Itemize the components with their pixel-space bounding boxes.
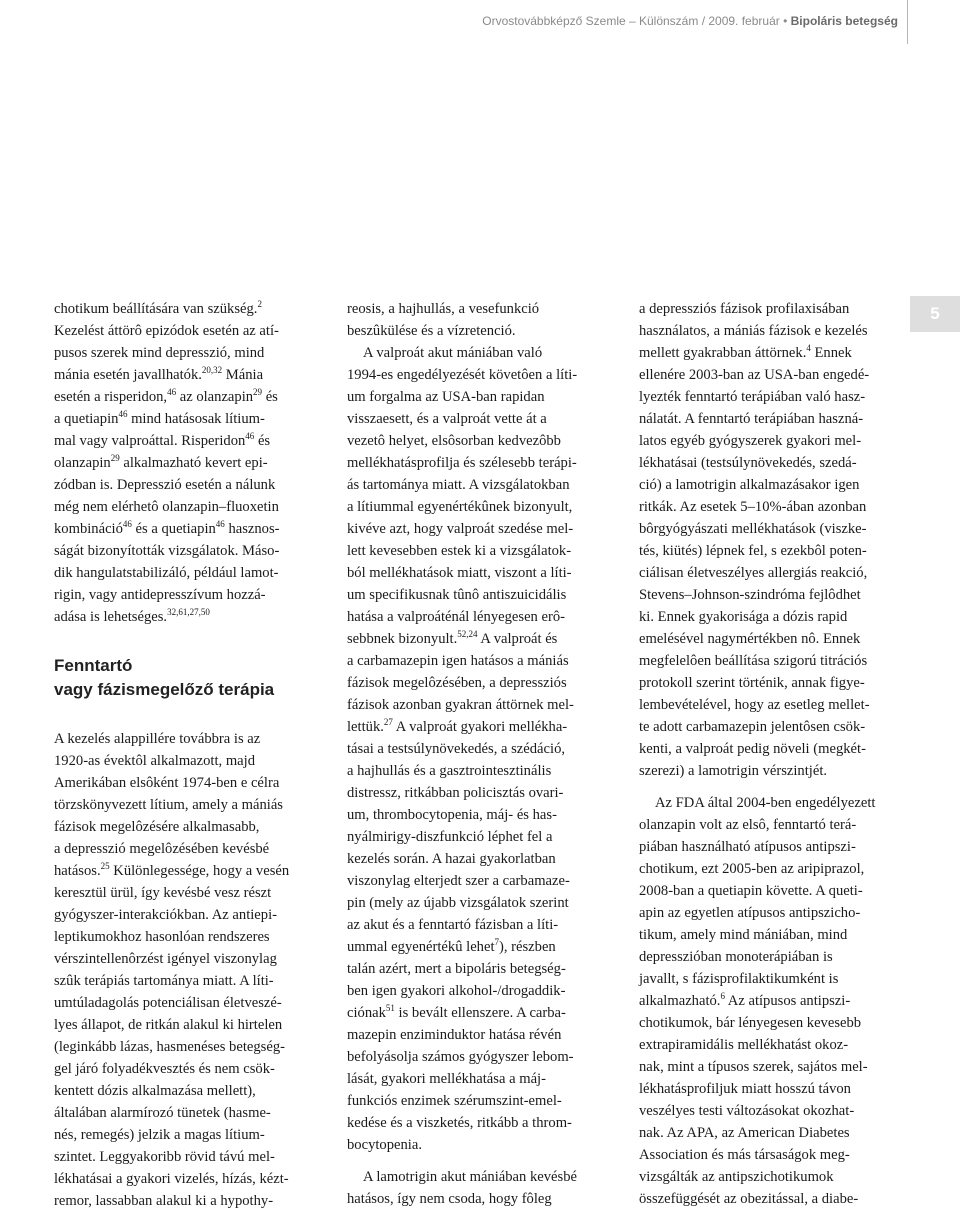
line-text: befolyásolja számos gyógyszer lebom- xyxy=(347,1049,574,1065)
line-text: kedése és a viszketés, ritkább a throm- xyxy=(347,1115,572,1131)
text-line xyxy=(54,882,304,904)
header-separator: • xyxy=(779,14,791,28)
line-text: kombináció xyxy=(54,521,123,537)
column-1 xyxy=(54,298,304,1212)
text-line xyxy=(54,584,304,606)
text-line xyxy=(54,1168,304,1190)
text-line xyxy=(347,540,597,562)
line-text: ás tartománya miatt. A vizsgálatokban xyxy=(347,477,570,493)
line-text: vezetô helyet, elsôsorban kedvezôbb xyxy=(347,433,561,449)
line-text: hasznos- xyxy=(224,521,280,537)
paragraph xyxy=(347,1166,597,1210)
line-text: chotikumok, bár lényegesen kevesebb xyxy=(639,1015,862,1031)
paragraph xyxy=(639,792,889,1210)
text-line xyxy=(639,1100,889,1122)
line-text: hatása a valproáténál lényegesen erô- xyxy=(347,609,565,625)
text-line xyxy=(347,1024,597,1046)
reference-number: 32,61,27,50 xyxy=(167,607,210,617)
text-line xyxy=(347,1166,597,1188)
line-text: kezelés során. A hazai gyakorlatban xyxy=(347,851,556,867)
line-text: gyógyszer-interakciókban. Az antiepi- xyxy=(54,907,277,923)
text-line xyxy=(639,902,889,924)
paragraph xyxy=(639,298,889,782)
line-text: Association és más társaságok meg- xyxy=(639,1147,850,1163)
text-line xyxy=(54,518,304,540)
line-text: esetén a risperidon, xyxy=(54,389,168,405)
line-text: olanzapin xyxy=(54,455,111,471)
text-line xyxy=(347,1112,597,1134)
text-line xyxy=(54,1190,304,1212)
text-line xyxy=(347,1188,597,1210)
text-line xyxy=(639,562,889,584)
text-line xyxy=(347,1046,597,1068)
text-line xyxy=(639,1012,889,1034)
reference-number: 29 xyxy=(110,453,120,463)
line-text: extrapiramidális mellékhatást okoz- xyxy=(639,1037,849,1053)
text-line xyxy=(639,1166,889,1188)
text-line xyxy=(639,1122,889,1144)
line-text: tásai a testsúlynövekedés, a szédáció, xyxy=(347,741,566,757)
text-line xyxy=(639,408,889,430)
line-text: ságát bizonyították vizsgálatok. Máso- xyxy=(54,543,280,559)
text-line xyxy=(639,650,889,672)
text-line xyxy=(639,430,889,452)
line-text: szûk terápiás tartománya miatt. A líti- xyxy=(54,973,274,989)
text-line xyxy=(639,1144,889,1166)
line-text: depresszióban monoterápiában is xyxy=(639,949,833,965)
line-text: lékhatásai a gyakori vizelés, hízás, kézt- xyxy=(54,1171,289,1187)
line-text: chotikum, ezt 2005-ben az aripiprazol, xyxy=(639,861,865,877)
text-line xyxy=(54,926,304,948)
reference-number: 46 xyxy=(122,519,132,529)
text-line xyxy=(639,968,889,990)
text-line xyxy=(54,728,304,750)
reference-number: 29 xyxy=(253,387,263,397)
line-text: funkciós enzimek szérumszint-emel- xyxy=(347,1093,562,1109)
line-text: mellett gyakrabban áttörnek. xyxy=(639,345,807,361)
line-text: hatásos. xyxy=(54,863,101,879)
text-line xyxy=(347,804,597,826)
text-line xyxy=(347,474,597,496)
line-text: hatásos, így nem csoda, hogy fôleg xyxy=(347,1191,552,1207)
text-line xyxy=(54,1014,304,1036)
line-text: viszonylag elterjedt szer a carbamaze- xyxy=(347,873,570,889)
line-text: és a quetiapin xyxy=(131,521,216,537)
line-text: a quetiapin xyxy=(54,411,119,427)
text-line xyxy=(639,606,889,628)
line-text: umtúladagolás potenciálisan életveszé- xyxy=(54,995,282,1011)
page-number: 5 xyxy=(910,296,960,332)
text-line xyxy=(347,870,597,892)
text-line xyxy=(639,628,889,650)
text-line xyxy=(639,298,889,320)
line-text: tés, kiütés) lépnek fel, s ezekbôl poten- xyxy=(639,543,867,559)
heading-line: vagy fázismegelőző terápia xyxy=(54,680,275,699)
text-line xyxy=(54,320,304,342)
text-line xyxy=(639,474,889,496)
line-text: emelésével nagymértékben nô. Ennek xyxy=(639,631,861,647)
text-line xyxy=(54,970,304,992)
text-line xyxy=(639,496,889,518)
text-line xyxy=(54,606,304,628)
text-line xyxy=(639,320,889,342)
line-text: nálatát. A fenntartó terápiában haszná- xyxy=(639,411,864,427)
line-text: mánia esetén javallhatók. xyxy=(54,367,202,383)
line-text: még nem elérhetô olanzapin–fluoxetin xyxy=(54,499,279,515)
line-text: A kezelés alappillére továbbra is az xyxy=(54,731,261,747)
text-line xyxy=(54,1080,304,1102)
line-text: chotikum beállítására van szükség. xyxy=(54,301,258,317)
text-line xyxy=(54,562,304,584)
line-text: Ennek xyxy=(810,345,852,361)
text-line xyxy=(639,858,889,880)
text-line xyxy=(347,826,597,848)
line-text: mazepin enziminduktor hatása révén xyxy=(347,1027,562,1043)
reference-number: 46 xyxy=(118,409,128,419)
line-text: A valproát gyakori mellékha- xyxy=(392,719,568,735)
line-text: lettük. xyxy=(347,719,384,735)
text-line xyxy=(347,760,597,782)
line-text: a hajhullás és a gasztrointesztinális xyxy=(347,763,552,779)
line-text: piában használható atípusos antipszi- xyxy=(639,839,856,855)
text-line xyxy=(54,1146,304,1168)
line-text: lett kevesebben estek ki a vizsgálatok- xyxy=(347,543,572,559)
line-text: Az atípusos antipszi- xyxy=(724,993,851,1009)
line-text: remor, lassabban alakul ki a hypothy- xyxy=(54,1193,274,1209)
text-line xyxy=(54,386,304,408)
text-line xyxy=(347,320,597,342)
text-line xyxy=(639,540,889,562)
text-line xyxy=(347,562,597,584)
text-line xyxy=(639,518,889,540)
line-text: ból mellékhatások miatt, viszont a líti- xyxy=(347,565,572,581)
paragraph xyxy=(54,298,304,628)
text-line xyxy=(54,452,304,474)
line-text: te adott carbamazepin jelentôsen csök- xyxy=(639,719,866,735)
text-line xyxy=(347,386,597,408)
text-line xyxy=(54,904,304,926)
text-line xyxy=(347,1134,597,1156)
text-line xyxy=(54,794,304,816)
text-line xyxy=(639,1056,889,1078)
text-line xyxy=(639,672,889,694)
line-text: vérszintellenôrzést igényel viszonylag xyxy=(54,951,277,967)
text-line xyxy=(347,1090,597,1112)
paragraph xyxy=(347,342,597,1156)
line-text: ellenére 2003-ban az USA-ban engedé- xyxy=(639,367,870,383)
reference-number: 46 xyxy=(245,431,255,441)
line-text: um specifikusnak tûnô antiszuicidális xyxy=(347,587,567,603)
reference-number: 6 xyxy=(720,991,725,1001)
text-line xyxy=(347,298,597,320)
text-line xyxy=(639,1078,889,1100)
line-text: sebbnek bizonyult. xyxy=(347,631,458,647)
text-line xyxy=(347,958,597,980)
line-text: 2008-ban a quetiapin követte. A queti- xyxy=(639,883,863,899)
line-text: zódban is. Depresszió esetén a nálunk xyxy=(54,477,276,493)
text-line xyxy=(54,496,304,518)
reference-number: 20,32 xyxy=(201,365,223,375)
reference-number: 25 xyxy=(100,861,110,871)
text-line xyxy=(639,584,889,606)
text-line xyxy=(639,364,889,386)
line-text: rigin, vagy antidepresszívum hozzá- xyxy=(54,587,266,603)
line-text: általában alarmírozó tünetek (hasme- xyxy=(54,1105,271,1121)
line-text: Stevens–Johnson-szindróma fejlôdhet xyxy=(639,587,861,603)
text-line xyxy=(54,838,304,860)
text-line xyxy=(54,364,304,386)
line-text: kivéve azt, hogy valproát szedése mel- xyxy=(347,521,574,537)
line-text: ummal egyenértékû lehet xyxy=(347,939,495,955)
line-text: olanzapin volt az elsô, fenntartó terá- xyxy=(639,817,857,833)
text-line xyxy=(347,364,597,386)
text-line xyxy=(54,948,304,970)
line-text: nyálmirigy-diszfunkció léphet fel a xyxy=(347,829,553,845)
line-text: ki. Ennek gyakorisága a dózis rapid xyxy=(639,609,848,625)
line-text: alkalmazható kevert epi- xyxy=(119,455,268,471)
line-text: mal vagy valproáttal. Risperidon xyxy=(54,433,246,449)
text-line xyxy=(639,386,889,408)
line-text: ciálisan életveszélyes allergiás reakció, xyxy=(639,565,868,581)
line-text: reosis, a hajhullás, a vesefunkció xyxy=(347,301,540,317)
line-text: a depressziós fázisok profilaxisában xyxy=(639,301,850,317)
text-line xyxy=(347,980,597,1002)
line-text: használatos, a mániás fázisok e kezelés xyxy=(639,323,868,339)
text-line xyxy=(54,1102,304,1124)
text-line xyxy=(639,452,889,474)
line-text: leptikumokhoz hasonlóan rendszeres xyxy=(54,929,270,945)
text-line xyxy=(639,990,889,1012)
line-text: mellékhatásprofilja és szélesebb terápi- xyxy=(347,455,577,471)
line-text: ), részben xyxy=(499,939,556,955)
line-text: 1994-es engedélyezését követôen a líti- xyxy=(347,367,578,383)
text-line xyxy=(54,342,304,364)
text-line xyxy=(347,716,597,738)
reference-number: 46 xyxy=(167,387,177,397)
line-text: nak. Az APA, az American Diabetes xyxy=(639,1125,850,1141)
text-line xyxy=(639,1188,889,1210)
reference-number: 4 xyxy=(806,343,811,353)
text-line xyxy=(347,452,597,474)
text-line xyxy=(347,518,597,540)
column-2 xyxy=(347,298,597,1210)
text-line xyxy=(347,584,597,606)
line-text: kenti, a valproát pedig növeli (megkét- xyxy=(639,741,866,757)
line-text: Amerikában elsôként 1974-ben e célra xyxy=(54,775,280,791)
paragraph xyxy=(347,298,597,342)
text-line xyxy=(347,914,597,936)
reference-number: 7 xyxy=(494,937,499,947)
line-text: veszélyes testi változásokat okozhat- xyxy=(639,1103,855,1119)
line-text: distressz, ritkábban policisztás ovari- xyxy=(347,785,564,801)
text-line xyxy=(54,992,304,1014)
line-text: a carbamazepin igen hatásos a mániás xyxy=(347,653,569,669)
column-3 xyxy=(639,298,889,1210)
line-text: a lítiummal egyenértékûnek bizonyult, xyxy=(347,499,573,515)
line-text: um forgalma az USA-ban rapidan xyxy=(347,389,545,405)
reference-number: 27 xyxy=(383,717,393,727)
text-line xyxy=(347,892,597,914)
heading-line: Fenntartó xyxy=(54,656,133,675)
line-text: pin (mely az újabb vizsgálatok szerint xyxy=(347,895,569,911)
line-text: ciónak xyxy=(347,1005,386,1021)
line-text: A valproát akut mániában való xyxy=(363,345,543,361)
line-text: Az FDA által 2004-ben engedélyezett xyxy=(655,795,876,811)
running-header xyxy=(482,14,898,28)
line-text: lembevételével, hogy az esetleg mellet- xyxy=(639,697,870,713)
text-line xyxy=(347,672,597,694)
text-line xyxy=(54,298,304,320)
header-topic: Bipoláris betegség xyxy=(790,14,898,28)
line-text: és xyxy=(254,433,271,449)
line-text: szintet. Leggyakoribb rövid távú mel- xyxy=(54,1149,275,1165)
text-line xyxy=(639,738,889,760)
text-line xyxy=(54,1058,304,1080)
line-text: az olanzapin xyxy=(176,389,254,405)
line-text: Különlegessége, hogy a vesén xyxy=(109,863,290,879)
journal-title: Orvostovábbképző Szemle – Különszám / 2009. február xyxy=(482,14,780,28)
text-line xyxy=(639,342,889,364)
line-text: lékhatásai (testsúlynövekedés, szedá- xyxy=(639,455,857,471)
line-text: keresztül ürül, így kevésbé vesz részt xyxy=(54,885,272,901)
text-line xyxy=(639,880,889,902)
text-line xyxy=(347,1002,597,1024)
line-text: tikum, amely mind mániában, mind xyxy=(639,927,848,943)
line-text: visszaesett, és a valproát vette át a xyxy=(347,411,547,427)
text-line xyxy=(54,474,304,496)
section-heading xyxy=(54,654,304,702)
text-line xyxy=(639,792,889,814)
line-text: pusos szerek mind depresszió, mind xyxy=(54,345,265,361)
line-text: nak, mint a típusos szerek, sajátos mel- xyxy=(639,1059,868,1075)
reference-number: 51 xyxy=(385,1003,395,1013)
line-text: összefüggését az obezitással, a diabe- xyxy=(639,1191,859,1207)
line-text: bôrgyógyászati mellékhatások (viszke- xyxy=(639,521,867,537)
line-text: ben igen gyakori alkohol-/drogaddik- xyxy=(347,983,566,999)
line-text: latos egyéb gyógyszerek gyakori mel- xyxy=(639,433,862,449)
text-line xyxy=(347,496,597,518)
text-line xyxy=(347,936,597,958)
line-text: ritkák. Az esetek 5–10%-ában azonban xyxy=(639,499,867,515)
header-divider xyxy=(907,0,908,44)
line-text: bocytopenia. xyxy=(347,1137,422,1153)
line-text: A lamotrigin akut mániában kevésbé xyxy=(363,1169,577,1185)
text-line xyxy=(639,836,889,858)
line-text: talán azért, mert a bipoláris betegség- xyxy=(347,961,566,977)
line-text: fázisok megelôzésére alkalmasabb, xyxy=(54,819,260,835)
line-text: lását, gyakori mellékhatása a máj- xyxy=(347,1071,546,1087)
text-line xyxy=(54,430,304,452)
text-line xyxy=(639,924,889,946)
text-line xyxy=(54,1036,304,1058)
line-text: fázisok azonban gyakran áttörnek mel- xyxy=(347,697,574,713)
line-text: adása is lehetséges. xyxy=(54,609,168,625)
text-line xyxy=(54,860,304,882)
line-text: a depresszió megelôzésében kevésbé xyxy=(54,841,270,857)
text-line xyxy=(347,408,597,430)
line-text: nés, remegés) jelzik a magas lítium- xyxy=(54,1127,265,1143)
text-line xyxy=(347,342,597,364)
text-line xyxy=(639,814,889,836)
line-text: protokoll szerint történik, annak figye- xyxy=(639,675,865,691)
line-text: fázisok megelôzésében, a depressziós xyxy=(347,675,567,691)
reference-number: 52,24 xyxy=(457,629,478,639)
paragraph xyxy=(54,728,304,1212)
line-text: lékhatásprofiljuk miatt hosszú távon xyxy=(639,1081,851,1097)
line-text: lyes állapot, de ritkán alakul ki hirtelen xyxy=(54,1017,283,1033)
line-text: A valproát és xyxy=(477,631,558,647)
text-line xyxy=(54,408,304,430)
line-text: vizsgálták az antipszichotikumok xyxy=(639,1169,834,1185)
line-text: is bevált ellenszere. A carba- xyxy=(394,1005,566,1021)
line-text: alkalmazható. xyxy=(639,993,721,1009)
line-text: törzskönyvezett lítium, amely a mániás xyxy=(54,797,283,813)
line-text: az akut és a fenntartó fázisban a líti- xyxy=(347,917,559,933)
line-text: kentett dózis alkalmazása mellett), xyxy=(54,1083,256,1099)
line-text: megfelelôen beállítása szigorú titrációs xyxy=(639,653,868,669)
text-line xyxy=(639,760,889,782)
line-text: (leginkább lázas, hasmenéses betegség- xyxy=(54,1039,285,1055)
text-line xyxy=(54,750,304,772)
line-text: apin az egyetlen atípusos antipszicho- xyxy=(639,905,861,921)
line-text: ció) a lamotrigin alkalmazásakor igen xyxy=(639,477,860,493)
line-text: szerezi) a lamotrigin vérszintjét. xyxy=(639,763,828,779)
line-text: beszûkülése és a vízretenció. xyxy=(347,323,516,339)
line-text: lyezték fenntartó terápiában való hasz- xyxy=(639,389,866,405)
line-text: 1920-as évektôl alkalmazott, majd xyxy=(54,753,256,769)
line-text: Mánia xyxy=(222,367,264,383)
text-line xyxy=(639,946,889,968)
text-line xyxy=(347,628,597,650)
line-text: javallt, s fázisprofilaktikumként is xyxy=(639,971,839,987)
text-line xyxy=(54,1124,304,1146)
text-line xyxy=(347,694,597,716)
line-text: gel járó folyadékvesztés és nem csök- xyxy=(54,1061,275,1077)
text-line xyxy=(639,716,889,738)
line-text: és xyxy=(262,389,278,405)
text-line xyxy=(347,782,597,804)
text-line xyxy=(639,694,889,716)
reference-number: 46 xyxy=(215,519,225,529)
text-line xyxy=(347,650,597,672)
line-text: mind hatásosak lítium- xyxy=(127,411,265,427)
text-line xyxy=(347,738,597,760)
text-line xyxy=(54,540,304,562)
line-text: um, thrombocytopenia, máj- és has- xyxy=(347,807,557,823)
line-text: dik hangulatstabilizáló, például lamot- xyxy=(54,565,279,581)
text-line xyxy=(347,848,597,870)
text-line xyxy=(347,606,597,628)
text-line xyxy=(54,816,304,838)
text-line xyxy=(54,772,304,794)
line-text: Kezelést áttörô epizódok esetén az atí- xyxy=(54,323,279,339)
reference-number: 2 xyxy=(257,299,262,309)
text-line xyxy=(347,1068,597,1090)
text-line xyxy=(639,1034,889,1056)
text-line xyxy=(347,430,597,452)
